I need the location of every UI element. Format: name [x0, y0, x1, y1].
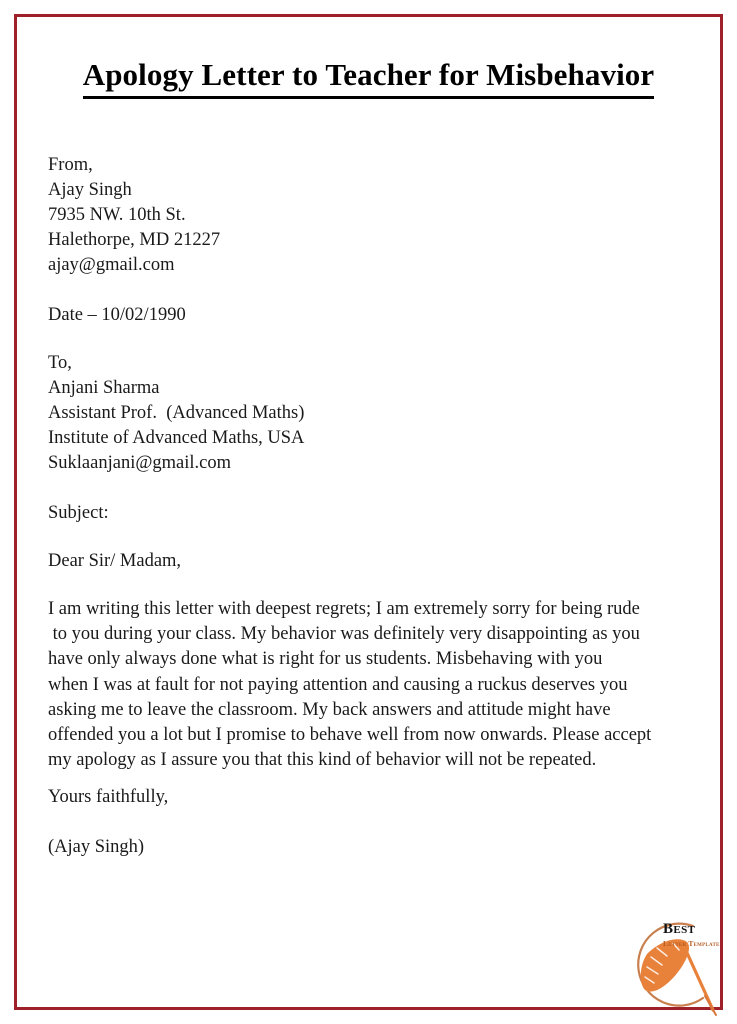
recipient-line-to: To,: [48, 353, 72, 373]
sender-line-street: 7935 NW. 10th St.: [48, 205, 186, 225]
body-line: offended you a lot but I promise to behave well from now onwards. Please accept: [48, 725, 652, 746]
brand-tagline: Letter Template: [663, 939, 720, 948]
brand-logo: [617, 910, 725, 1020]
body-line: asking me to leave the classroom. My back answers and attitude might have: [48, 699, 611, 720]
body-line: to you during your class. My behavior was definitely very disappointing as you: [48, 624, 640, 645]
page-title: [17, 57, 720, 99]
recipient-line-institute: Institute of Advanced Maths, USA: [48, 428, 305, 448]
date-line: Date – 10/02/1990: [48, 305, 186, 325]
salutation-line: Dear Sir/ Madam,: [48, 551, 182, 571]
body-line: I am writing this letter with deepest regrets; I am extremely sorry for being rude: [48, 599, 640, 619]
brand-name: Best: [663, 921, 696, 937]
body-line: when I was at fault for not paying attention and causing a ruckus deserves you: [48, 674, 628, 695]
page-title-text: Apology Letter to Teacher for Misbehavior: [83, 57, 655, 99]
sender-line-email: ajay@gmail.com: [48, 255, 175, 275]
salutation-block: [48, 549, 694, 574]
signature-block: [48, 835, 694, 860]
closing-block: [48, 785, 694, 810]
letter-body: [48, 597, 694, 773]
closing-line: Yours faithfully,: [48, 787, 169, 807]
date-block: [48, 303, 694, 328]
sender-line-name: Ajay Singh: [48, 180, 132, 200]
recipient-address-block: [48, 351, 694, 476]
recipient-line-email: Suklaanjani@gmail.com: [48, 453, 231, 473]
recipient-line-designation: Assistant Prof. (Advanced Maths): [48, 403, 305, 423]
sender-address-block: [48, 153, 694, 278]
recipient-line-name: Anjani Sharma: [48, 378, 160, 398]
letter-document: [17, 17, 720, 1007]
brand-logo-text: [663, 922, 727, 947]
subject-block: [48, 501, 694, 526]
subject-label: Subject:: [48, 503, 109, 523]
body-line: my apology as I assure you that this kind of behavior will not be repeated.: [48, 750, 597, 771]
signature-line: (Ajay Singh): [48, 837, 145, 857]
document-page-border: [14, 14, 723, 1010]
body-line: have only always done what is right for us students. Misbehaving with you: [48, 649, 603, 670]
sender-line-city: Halethorpe, MD 21227: [48, 230, 221, 250]
sender-line-from: From,: [48, 155, 93, 175]
